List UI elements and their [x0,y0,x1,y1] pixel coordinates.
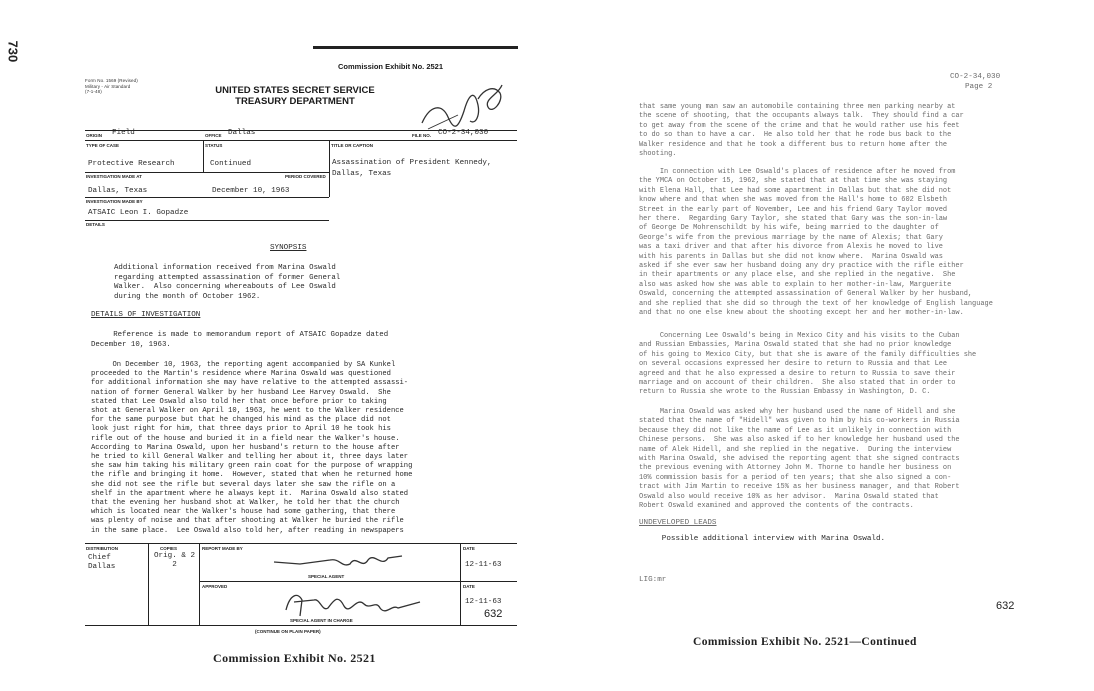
left-form-page [80,40,522,640]
report-by-label: REPORT MADE BY [202,546,243,551]
right-paragraph-3: Concerning Lee Oswald's being in Mexico City and his visits to the Cuban and Russian Embassies, Marina Oswald stated that she had no prior knowledge of his going to Mexico City, but that she is aware of the family difficulties she on several occasions expressed her desire to return to Russia and that Lee agreed and that he also expressed a desire to return to Russia to save their marriage and on account of their children. She also stated that in order to return to Russia she wrote to the Russian Embassy in Washington, D. C. [639,332,977,397]
details-label: DETAILS [86,222,105,227]
right-continuation-page [630,70,1070,630]
typist-initials: LIG:mr [639,576,667,584]
title-value: Assassination of President Kennedy, Dallas, Texas [332,159,492,178]
header-file-number: CO-2-34,030 [950,73,1001,81]
synopsis-heading: SYNOPSIS [270,244,307,252]
right-page-number: 632 [996,600,1015,612]
right-paragraph-1: that same young man saw an automobile containing three men parking nearby at the scene of shooting, that the occupants always talk. They should find a car to get away from the scene of the crime and that he would rather use his feet to do so than to have a car. He also told her that he rode bus back to the Walker residence and that he took a different bus to return home after the shooting. [639,103,964,159]
type-value: Protective Research [88,160,175,168]
date1-label: DATE [463,546,475,551]
origin-value: Field [112,129,135,137]
exhibit-header: Commission Exhibit No. 2521 [338,62,444,71]
file-label: FILE NO. [412,133,431,138]
inv-made-at-label: INVESTIGATION MADE AT [86,174,142,179]
office-label: OFFICE [205,133,222,138]
date2-label: DATE [463,584,475,589]
period-value: December 10, 1963 [212,187,290,195]
left-caption: Commission Exhibit No. 2521 [213,651,376,665]
details-heading: DETAILS OF INVESTIGATION [91,311,201,319]
handwritten-initials [418,75,508,135]
distribution-label: DISTRIBUTION [86,546,118,551]
stamp-number: 632 [484,608,503,620]
inv-by-value: ATSAIC Leon I. Gopadze [88,209,189,217]
agent-signature [270,548,410,574]
inv-made-at-value: Dallas, Texas [88,187,148,195]
sac-label: SPECIAL AGENT IN CHARGE [290,618,353,623]
approved-label: APPROVED [202,584,228,589]
right-paragraph-4: Marina Oswald was asked why her husband used the name of Hidell and she stated that the name of "Hidell" was given to him by his co-workers in Russia because they did not like the name of Lee as it unlikely in connection with Chinese persons. She was also asked if to her knowledge her husband used the name of Alek Hidell, and she replied in the negative. During the interview with Marina Oswald, she advised the reporting agent that she signed contracts the previous evening with Attorney John M. Thorne to handle her business on 10% commission basis for a period of ten years; that she also signed a con- tract with Jim Martin to receive 15% as her business manager, and that Robert Oswald also would receive 10% as her advisor. Marina Oswald stated that Robert Oswald examined and approved the contents of the contracts. [639,408,960,511]
period-label: PERIOD COVERED [285,174,326,179]
title-label: TITLE OR CAPTION [331,143,373,148]
distribution-value: Chief Dallas [88,554,116,571]
undeveloped-leads-heading: UNDEVELOPED LEADS [639,519,717,527]
date1-value: 12-11-63 [465,561,502,569]
main-paragraph: On December 10, 1963, the reporting agent accompanied by SA Kunkel proceeded to the Martin's residence where Marina Oswald was questioned for additional information she may have relative to the attempted assassi- nation of former General Walker by her husband Lee Harvey Oswald. She stated that Lee Oswald also told her that once before prior to taking shot at General Walker on April 10, 1963, he went to the Walker residence for the same purpose but that he changed his mind as the place did not look just right for him, that three days prior to April 10 he took his rifle out of the house and buried it in a field near the Walker's house. According to Marina Oswald, upon her husband's return to the house after he tried to kill General Walker and telling her about it, three days later she saw him taking his military green rain coat for the purpose of wrapping the rifle and bringing it home. However, stated that when he returned home she did not see the rifle but several days later she saw the rifle on a shelf in the apartment where he always kept it. Marina Oswald also stated that the evening her husband shot at Walker, he told her that the church which is located near the Walker's house had some gathering, that there was plenty of noise and that after shooting at Walker he buried the rifle in the same place. Lee Oswald also told her, after reading in newspapers [91,361,413,535]
status-value: Continued [210,160,252,168]
header-page: Page 2 [965,83,993,91]
agency-department: TREASURY DEPARTMENT [235,96,355,107]
origin-label: ORIGIN [86,133,103,138]
form-id: Form No. 1569 (Revised) Military - Air Standard (7-1-48) [85,78,138,94]
file-value: CO-2-34,030 [438,129,489,137]
approver-signature [280,586,440,620]
exhibit-header-rule [313,46,518,49]
type-label: TYPE OF CASE [86,143,120,148]
inv-by-label: INVESTIGATION MADE BY [86,199,143,204]
side-page-number: 730 [5,40,21,63]
copies-value: Orig. & 2 2 [153,552,195,569]
reference-paragraph: Reference is made to memorandum report of ATSAIC Gopadze dated December 10, 1963. [91,331,389,349]
continue-note: (CONTINUE ON PLAIN PAPER) [255,629,321,634]
office-value: Dallas [228,129,256,137]
agency-name: UNITED STATES SECRET SERVICE [215,85,375,96]
date2-value: 12-11-63 [465,598,502,606]
synopsis-body: Additional information received from Marina Oswald regarding attempted assassination of former General Walker. Also concerning whereabouts of Lee Oswald during the month of October 1962. [114,264,341,301]
special-agent-label: SPECIAL AGENT [308,574,345,579]
right-caption: Commission Exhibit No. 2521—Continued [693,636,917,648]
copies-label: COPIES [160,546,178,551]
right-paragraph-2: In connection with Lee Oswald's places of residence after he moved from the YMCA on October 15, 1962, she stated that at that time she was staying with Elena Hall, that Lee had some apartment in Dallas but that she did not know where and that when she was moved from the Hall's home to 602 Elsbeth Street in the early part of November, Lee and his friend Gary Taylor moved her there. Regarding Gary Taylor, she stated that Gary was the son-in-law of George De Mohrenschildt by his wife, being married to the daughter of George's wife from the previous marriage by the name of Alexis; that Gary was a taxi driver and that after his divorce from Alexis he moved to live with his parents in Dallas but she did not know where. Marina Oswald was asked if she ever saw her husband doing any dry practice with the rifle either in their apartments or any place else, and she replied in the negative. She also was asked how she was able to explain to her mother-in-law, Marguerite Oswald, concerning the attempted assassination of General Walker by her husband, and she replied that she did so through the text of her knowledge of English language and that no one else knew about the shooting except her and her mother-in-law. [639,168,993,318]
status-label: STATUS [205,143,223,148]
undeveloped-leads-body: Possible additional interview with Marina Oswald. [639,535,886,543]
